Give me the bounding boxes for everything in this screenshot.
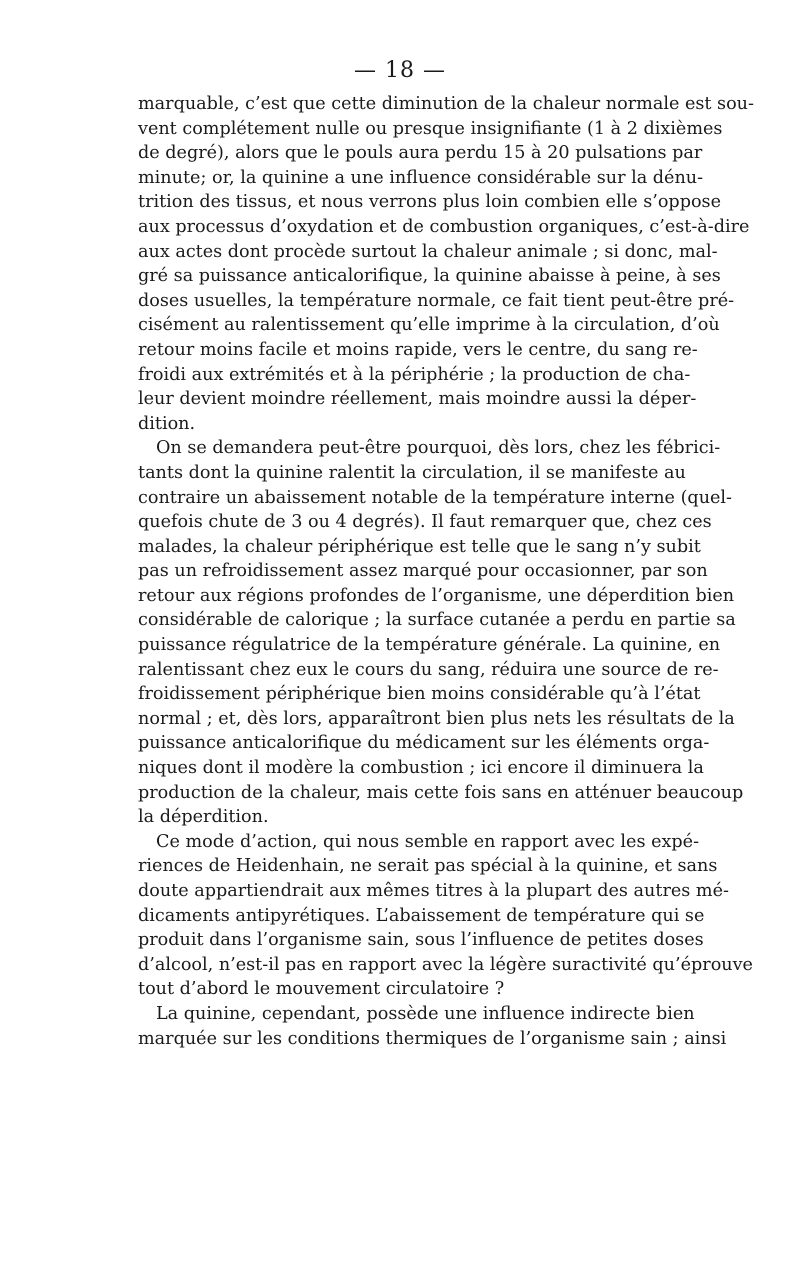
text-line: On se demandera peut-être pourquoi, dès lors, chez les fébrici- <box>156 438 721 459</box>
text-line: contraire un abaissement notable de la température interne (quel- <box>138 487 733 508</box>
text-line: froidissement périphérique bien moins considérable qu’à l’état <box>138 684 701 705</box>
text-line: aux actes dont procède surtout la chaleur animale ; si donc, mal- <box>138 241 718 262</box>
text-line: puissance régulatrice de la température générale. La quinine, en <box>138 635 721 656</box>
text-line: quefois chute de 3 ou 4 degrés). Il faut remarquer que, chez ces <box>138 512 712 533</box>
text-line: Ce mode d’action, qui nous semble en rapport avec les expé- <box>156 831 700 852</box>
body-text <box>138 92 754 1051</box>
text-line: gré sa puissance anticalorifique, la quinine abaisse à peine, à ses <box>138 266 721 287</box>
text-line: normal ; et, dès lors, apparaîtront bien plus nets les résultats de la <box>138 708 735 729</box>
text-line: niques dont il modère la combustion ; ici encore il diminuera la <box>138 758 704 779</box>
text-line: production de la chaleur, mais cette fois sans en atténuer beaucoup <box>138 782 744 803</box>
paragraph-3 <box>138 830 753 1002</box>
text-line: cisément au ralentissement qu’elle imprime à la circulation, d’où <box>138 315 720 336</box>
text-line: vent complétement nulle ou presque insignifiante (1 à 2 dixièmes <box>138 118 723 139</box>
text-line: ralentissant chez eux le cours du sang, réduira une source de re- <box>138 659 719 680</box>
text-line: marquée sur les conditions thermiques de l’organisme sain ; ainsi <box>138 1028 727 1049</box>
text-line: froidi aux extrémités et à la périphérie ; la production de cha- <box>138 364 691 385</box>
text-line: doute appartiendrait aux mêmes titres à la plupart des autres mé- <box>138 881 729 901</box>
text-line: malades, la chaleur périphérique est telle que le sang n’y subit <box>138 536 701 557</box>
text-line: doses usuelles, la température normale, ce fait tient peut-être pré- <box>138 290 735 311</box>
text-line: la déperdition. <box>138 807 269 828</box>
text-line: leur devient moindre réellement, mais moindre aussi la déper- <box>138 389 697 410</box>
text-line: tants dont la quinine ralentit la circulation, il se manifeste au <box>138 462 686 483</box>
text-line: d’alcool, n’est-il pas en rapport avec la légère suractivité qu’éprouve <box>138 954 753 975</box>
text-line: marquable, c’est que cette diminution de la chaleur normale est sou- <box>138 94 754 114</box>
text-line: retour aux régions profondes de l’organisme, une déperdition bien <box>138 585 735 606</box>
text-line: trition des tissus, et nous verrons plus loin combien elle s’oppose <box>138 192 721 213</box>
paragraph-2 <box>138 436 744 830</box>
text-line: produit dans l’organisme sain, sous l’influence de petites doses <box>138 930 704 951</box>
paragraph-1 <box>138 92 754 436</box>
text-line: minute; or, la quinine a une influence considérable sur la dénu- <box>138 167 704 188</box>
text-line: riences de Heidenhain, ne serait pas spécial à la quinine, et sans <box>138 856 718 877</box>
text-line: dition. <box>138 413 196 434</box>
text-line: pas un refroidissement assez marqué pour occasionner, par son <box>138 561 708 582</box>
text-line: tout d’abord le mouvement circulatoire ? <box>138 979 505 1000</box>
text-line: La quinine, cependant, possède une influence indirecte bien <box>156 1003 695 1024</box>
text-line: aux processus d’oxydation et de combustion organiques, c’est-à-dire <box>138 216 750 237</box>
text-line: considérable de calorique ; la surface cutanée a perdu en partie sa <box>138 610 736 631</box>
text-line: puissance anticalorifique du médicament sur les éléments orga- <box>138 733 710 754</box>
text-line: retour moins facile et moins rapide, vers le centre, du sang re- <box>138 339 698 360</box>
paragraph-4 <box>138 1002 727 1051</box>
text-line: de degré), alors que le pouls aura perdu 15 à 20 pulsations par <box>138 143 703 164</box>
page-number: — 18 — <box>354 58 446 83</box>
text-line: dicaments antipyrétiques. L’abaissement de température qui se <box>138 905 705 926</box>
